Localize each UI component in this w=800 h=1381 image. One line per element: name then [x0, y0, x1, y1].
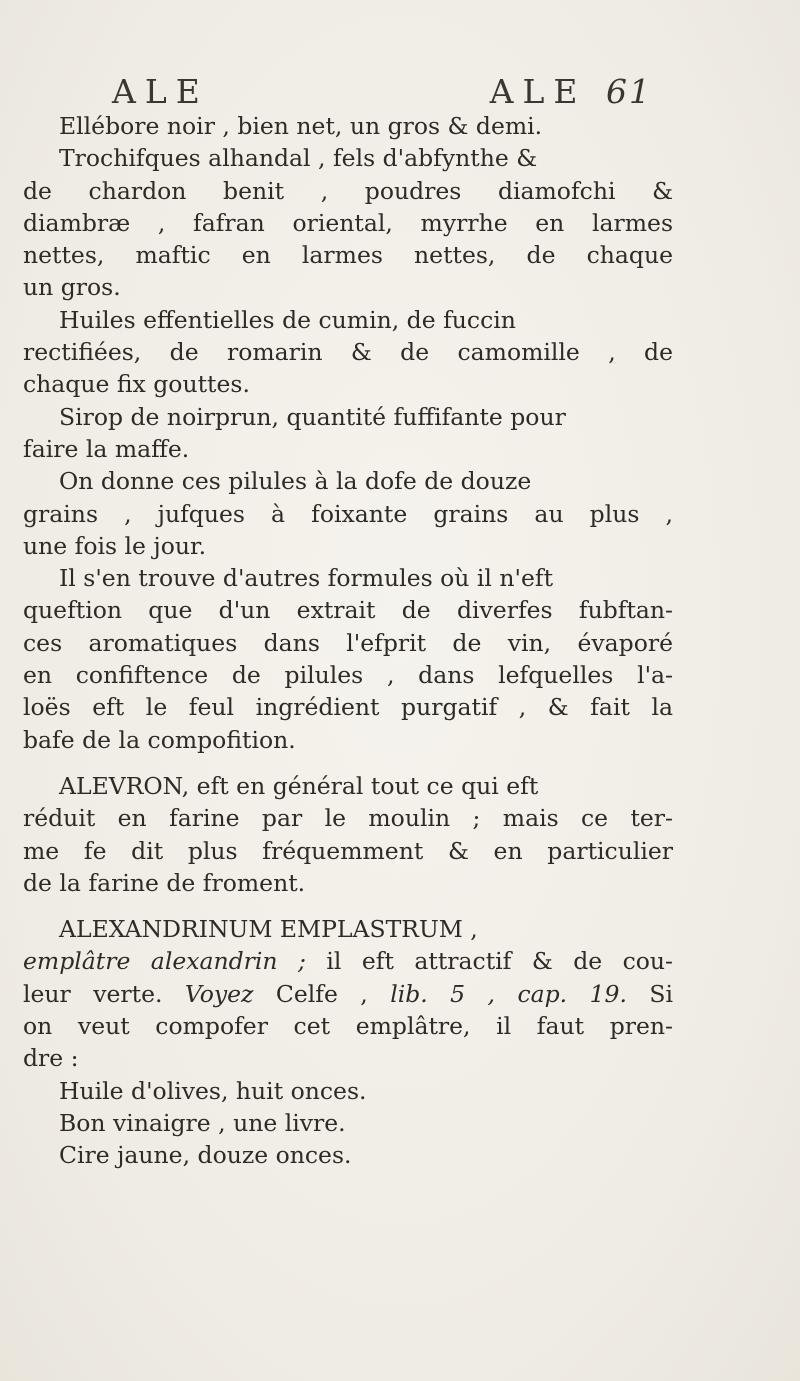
- header-left-word: ALE: [112, 72, 209, 111]
- text-line: ALEVRON, eft en général tout ce qui eft: [59, 771, 539, 800]
- text-line: une fois le jour.: [23, 531, 207, 560]
- body-text: [23, 110, 673, 1172]
- page-number: 61: [606, 72, 652, 111]
- text-line: rectifiées, de romarin & de camomille , de: [23, 338, 673, 367]
- text-line: dre :: [23, 1044, 79, 1073]
- text-line: diambræ , fafran oriental, myrrhe en larmes: [23, 208, 673, 237]
- text-line: en confiftence de pilules , dans lefquelles l'a-: [23, 661, 673, 690]
- text-line: Il s'en trouve d'autres formules où il n'eft: [59, 564, 554, 593]
- text-fragment: il eft attractif & de cou-: [305, 947, 673, 976]
- text-line: [23, 945, 673, 977]
- text-line: Ellébore noir , bien net, un gros & demi.: [59, 112, 543, 140]
- text-line: Bon vinaigre , une livre.: [59, 1108, 346, 1137]
- text-line: Trochifques alhandal , fels d'abfynthe &: [59, 144, 538, 173]
- header-right: [490, 72, 652, 111]
- text-fragment: Si: [626, 979, 673, 1008]
- text-line: ces aromatiques dans l'efprit de vin, évaporé: [23, 628, 673, 657]
- text-line: de la farine de froment.: [23, 868, 306, 897]
- text-line: me fe dit plus fréquemment & en particulier: [23, 836, 673, 865]
- text-line: de chardon benit , poudres diamofchi &: [23, 176, 673, 205]
- italic-phrase: lib. 5 , cap. 19.: [390, 979, 627, 1008]
- text-line: bafe de la compofition.: [23, 725, 296, 754]
- text-line: Huiles effentielles de cumin, de fuccin: [59, 305, 516, 334]
- text-line: un gros.: [23, 273, 121, 302]
- header-right-word: ALE: [489, 72, 587, 111]
- text-line: Sirop de noirprun, quantité fuffifante pour: [59, 402, 566, 431]
- text-line: queftion que d'un extrait de diverfes fubftan-: [23, 596, 673, 625]
- text-line: On donne ces pilules à la dofe de douze: [59, 467, 532, 496]
- text-line: grains , jufques à foixante grains au plus ,: [23, 499, 673, 528]
- text-line: réduit en farine par le moulin ; mais ce ter-: [23, 804, 673, 833]
- text-line: faire la maffe.: [23, 434, 190, 463]
- text-fragment: leur verte.: [23, 979, 185, 1008]
- entry-heading: ALEXANDRINUM EMPLASTRUM ,: [59, 915, 478, 944]
- text-line: [23, 978, 673, 1010]
- text-line: loës eft le feul ingrédient purgatif , & fait la: [23, 693, 673, 722]
- italic-phrase: emplâtre alexandrin ;: [23, 947, 306, 976]
- text-line: on veut compofer cet emplâtre, il faut pren-: [23, 1012, 673, 1041]
- text-line: Cire jaune, douze onces.: [59, 1141, 352, 1170]
- text-line: nettes, maftic en larmes nettes, de chaque: [23, 241, 673, 270]
- italic-phrase: Voyez: [184, 979, 254, 1008]
- text-line: chaque fix gouttes.: [23, 370, 250, 399]
- text-line: Huile d'olives, huit onces.: [59, 1076, 367, 1105]
- text-fragment: Celfe ,: [253, 979, 391, 1008]
